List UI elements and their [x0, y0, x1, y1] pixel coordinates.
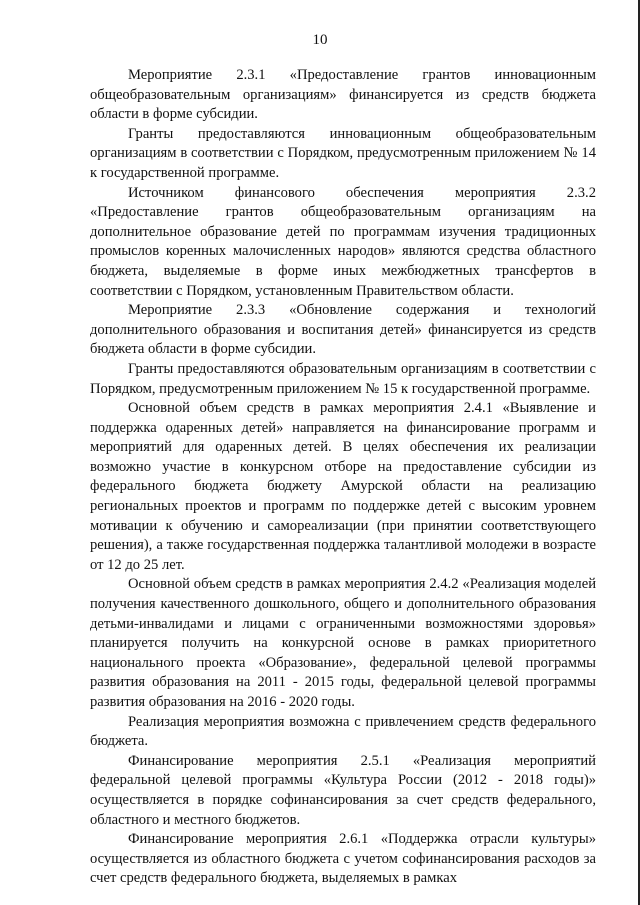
- paragraph: Гранты предоставляются образовательным организациям в соответствии с Порядком, предусмотренным приложением № 15 к государственной программе.: [90, 360, 596, 397]
- body-text: [90, 66, 596, 889]
- paragraph: Основной объем средств в рамках мероприятия 2.4.2 «Реализация моделей получения качественного дошкольного, общего и дополнительного образования детьми-инвалидами и лицами с ограниченными возможностями здоровья» планируется получить на конкурсной основе в рамках приоритетного национального проекта «Образование», федеральной целевой программы развития образования на 2011 - 2015 годы, федеральной целевой программы развития образования на 2016 - 2020 годы.: [90, 576, 596, 710]
- paragraph: Мероприятие 2.3.1 «Предоставление грантов инновационным общеобразовательным организациям» финансируется из средств бюджета области в форме субсидии.: [90, 67, 596, 123]
- paragraph: Основной объем средств в рамках мероприятия 2.4.1 «Выявление и поддержка одаренных детей» направляется на финансирование программ и мероприятий для одаренных детей. В целях обеспечения их реализации возможно участие в конкурсном отборе на предоставление субсидии из федерального бюджета бюджету Амурской области на реализацию региональных проектов и программ по поддержке детей с высоким уровнем мотивации к обучению и самореализации (при принятии соответствующего решения), а также государственная поддержка талантливой молодежи в возрасте от 12 до 25 лет.: [90, 400, 596, 573]
- paragraph: Реализация мероприятия возможна с привлечением средств федерального бюджета.: [90, 713, 596, 750]
- paragraph: Мероприятие 2.3.3 «Обновление содержания и технологий дополнительного образования и воспитания детей» финансируется из средств бюджета области в форме субсидии.: [90, 302, 596, 358]
- paragraph: Гранты предоставляются инновационным общеобразовательным организациям в соответствии с Порядком, предусмотренным приложением № 14 к государственной программе.: [90, 125, 596, 181]
- page-number: 10: [312, 32, 328, 48]
- paragraph: Источником финансового обеспечения мероприятия 2.3.2 «Предоставление грантов общеобразовательным организациям на дополнительное образование детей по программам изучения традиционных промыслов коренных малочисленных народов» являются средства областного бюджета, выделяемые в форме иных межбюджетных трансфертов в соответствии с Порядком, установленным Правительством области.: [90, 184, 596, 299]
- paragraph: Финансирование мероприятия 2.5.1 «Реализация мероприятий федеральной целевой программы «Культура России (2012 - 2018 годы)» осуществляется в порядке софинансирования за счет средств федерального, областного и местного бюджетов.: [90, 752, 596, 828]
- paragraph: Финансирование мероприятия 2.6.1 «Поддержка отрасли культуры» осуществляется из областного бюджета с учетом софинансирования расходов за счет средств федерального бюджета, выделяемых в рамках: [90, 831, 596, 887]
